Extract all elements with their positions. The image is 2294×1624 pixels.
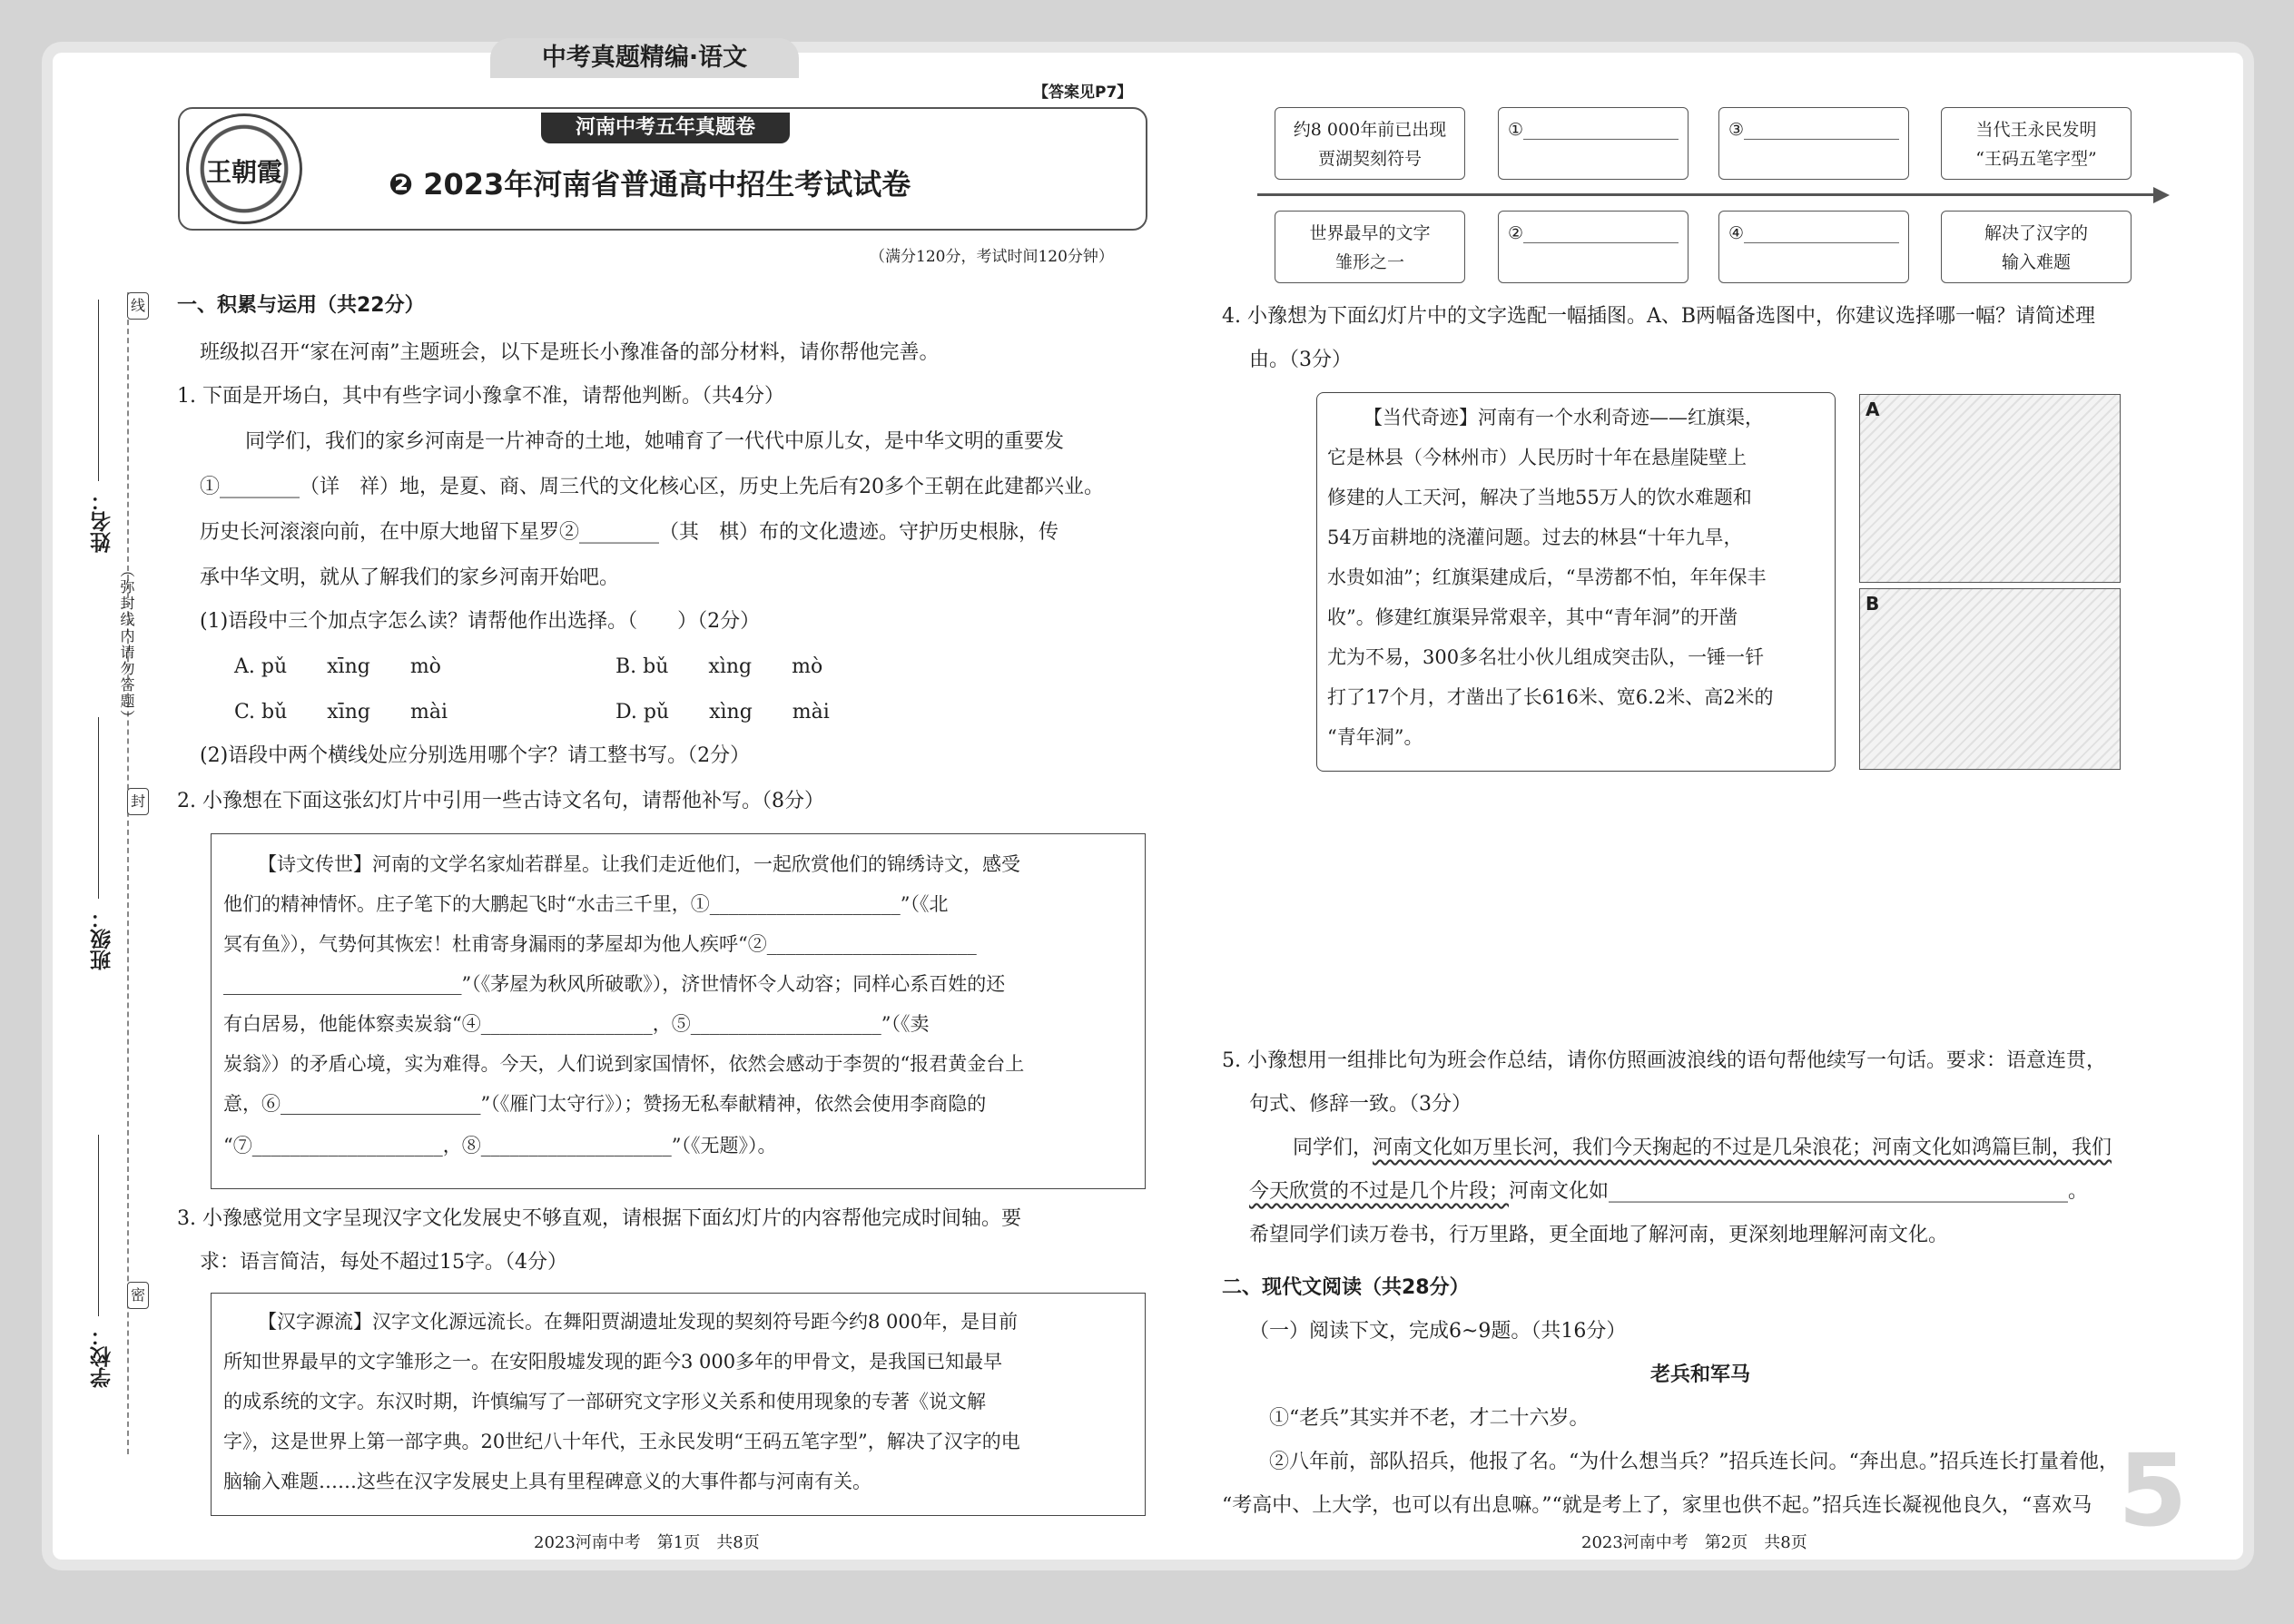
poetry-line[interactable]: _________________________”（《茅屋为秋风所破歌》），济世情怀令人动容；同样心系百姓的还 — [223, 973, 1006, 995]
publisher-logo — [186, 113, 302, 224]
page-footer-right: 2023河南中考 第2页 共8页 — [1581, 1533, 1807, 1552]
poetry-line[interactable]: 冥有鱼》），气势何其恢宏！杜甫寄身漏雨的茅屋却为他人疾呼“②______________________ — [223, 933, 977, 955]
option-d[interactable]: D. pǔ xìng mài — [615, 701, 830, 723]
section-1-heading: 一、积累与运用（共22分） — [177, 294, 425, 317]
poetry-line[interactable]: 意，⑥_____________________”（《雁门太守行》）；赞扬无私奉献精神，依然会使用李商隐的 — [223, 1093, 987, 1115]
canal-line: “青年洞”。 — [1327, 726, 1423, 748]
story-paragraph: ①“老兵”其实并不老，才二十六岁。 — [1269, 1407, 1590, 1430]
seal-mark-mi: 密 — [127, 1282, 149, 1309]
section-2-heading: 二、现代文阅读（共28分） — [1222, 1276, 1470, 1299]
timeline-blank-1[interactable]: ①__________________ — [1498, 107, 1689, 180]
canal-line: 打了17个月，才凿出了长616米、宽6.2米、高2米的 — [1327, 686, 1774, 708]
canal-line: 54万亩耕地的浇灌问题。过去的林县“十年九旱， — [1327, 527, 1743, 548]
exam-series-tag: 河南中考五年真题卷 — [541, 113, 790, 143]
illustration-b[interactable] — [1859, 588, 2121, 770]
q5-stem: 句式、修辞一致。（3分） — [1249, 1093, 1472, 1116]
q3-stem: 3. 小豫感觉用文字呈现汉字文化发展史不够直观，请根据下面幻灯片的内容帮他完成时间轴。要 — [177, 1207, 1021, 1230]
q1-passage-line: 历史长河滚滚向前，在中原大地留下星罗②________（其 棋）布的文化遗迹。守护历史根脉，传 — [200, 521, 1059, 544]
hanzi-line: 【汉字源流】汉字文化源远流长。在舞阳贾湖遗址发现的契刻符号距今约8 000年，是目前 — [258, 1311, 1019, 1333]
full-marks-note: （满分120分，考试时间120分钟） — [870, 248, 1114, 266]
q1-passage-line: ①________（详 祥）地，是夏、商、周三代的文化核心区，历史上先后有20多个王朝在此建都兴业。 — [200, 476, 1104, 498]
canal-line: 收”。修建红旗渠异常艰辛，其中“青年洞”的开凿 — [1327, 606, 1738, 628]
q5-text: 希望同学们读万卷书，行万里路，更全面地了解河南，更深刻地理解河南文化。 — [1249, 1224, 1949, 1246]
hanzi-line: 所知世界最早的文字雏形之一。在安阳殷墟发现的距今3 000多年的甲骨文，是我国已知最早 — [223, 1351, 1003, 1373]
timeline-blank-3[interactable]: ③__________________ — [1718, 107, 1909, 180]
exam-title — [389, 162, 911, 203]
timeline-note-1: 世界最早的文字 雏形之一 — [1275, 211, 1465, 283]
q5-wavy-text: 河南文化如万里长河，我们今天掬起的不过是几朵浪花；河南文化如鸿篇巨制，我们 — [1373, 1137, 2112, 1159]
class-blank[interactable] — [98, 717, 99, 899]
name-blank[interactable] — [98, 300, 99, 481]
timeline-axis — [1257, 193, 2156, 196]
q4-stem: 由。（3分） — [1249, 349, 1352, 371]
seal-warning: （弥封线内请勿答题） — [118, 563, 135, 726]
timeline-blank-4[interactable]: ④__________________ — [1718, 211, 1909, 283]
option-a[interactable]: A. pǔ xīng mò — [234, 655, 441, 678]
illustration-b-label: B — [1866, 593, 1880, 615]
canal-line: 修建的人工天河，解决了当地55万人的饮水难题和 — [1327, 487, 1752, 508]
illustration-a[interactable] — [1859, 394, 2121, 583]
q1-passage-line: 同学们，我们的家乡河南是一片神奇的土地，她哺育了一代代中原儿女，是中华文明的重要发 — [245, 430, 1065, 453]
q3-stem: 求：语言简洁，每处不超过15字。（4分） — [200, 1251, 567, 1274]
seal-mark-feng: 封 — [127, 788, 149, 815]
option-c[interactable]: C. bǔ xīng mài — [234, 701, 448, 723]
section-corner-number: 5 — [2118, 1432, 2188, 1549]
timeline-arrow-icon — [2153, 187, 2170, 203]
timeline-note-4: 解决了汉字的 输入难题 — [1941, 211, 2132, 283]
canal-line: 水贵如油”；红旗渠建成后，“旱涝都不怕，年年保丰 — [1327, 566, 1767, 588]
q2-stem: 2. 小豫想在下面这张幻灯片中引用一些古诗文名句，请帮他补写。（8分） — [177, 790, 824, 812]
option-b[interactable]: B. bǔ xìng mò — [615, 655, 823, 678]
canal-line: 它是林县（今林州市）人民历时十年在悬崖陡壁上 — [1327, 447, 1747, 468]
q1-passage-line: 承中华文明，就从了解我们的家乡河南开始吧。 — [200, 566, 620, 589]
exam-title-text: 2023年河南省普通高中招生考试试卷 — [423, 167, 911, 202]
hanzi-line: 字》，这是世界上第一部字典。20世纪八十年代，王永民发明“王码五笔字型”，解决了汉字的电 — [223, 1431, 1020, 1452]
logo-text: 王朝霞 — [205, 157, 282, 187]
q1-sub1: (1)语段中三个加点字怎么读？请帮他作出选择。（ ）（2分） — [200, 610, 761, 633]
q5-text[interactable] — [1249, 1182, 2088, 1202]
canal-line: 【当代奇迹】河南有一个水利奇迹——红旗渠， — [1364, 407, 1764, 428]
q1-stem: 1. 下面是开场白，其中有些字词小豫拿不准，请帮他判断。（共4分） — [177, 385, 784, 408]
intro-text: 班级拟召开“家在河南”主题班会，以下是班长小豫准备的部分材料，请你帮他完善。 — [200, 341, 940, 364]
story-title: 老兵和军马 — [1650, 1363, 1751, 1386]
poetry-line[interactable]: 他们的精神情怀。庄子笔下的大鹏起飞时“水击三千里，①____________________”（《北 — [223, 893, 949, 915]
timeline-blank-2[interactable]: ②__________________ — [1498, 211, 1689, 283]
reading-intro: （一）阅读下文，完成6~9题。（共16分） — [1249, 1320, 1627, 1343]
q1-sub2: (2)语段中两个横线处应分别选用哪个字？请工整书写。（2分） — [200, 744, 751, 767]
q5-text — [1293, 1138, 2112, 1158]
q4-stem: 4. 小豫想为下面幻灯片中的文字选配一幅插图。A、B两幅备选图中，你建议选择哪一幅？请简述理 — [1222, 305, 2096, 328]
q5-stem: 5. 小豫想用一组排比句为班会作总结，请你仿照画波浪线的语句帮他续写一句话。要求：语意连贯， — [1222, 1049, 2106, 1072]
school-blank[interactable] — [98, 1135, 99, 1316]
q5-answer-blank[interactable]: 河南文化如______________________________________________。 — [1509, 1180, 2089, 1203]
series-header: 中考真题精编·语文 — [490, 38, 799, 78]
story-paragraph: “考高中、上大学，也可以有出息嘛。”“就是考上了，家里也供不起。”招兵连长凝视他良久，“喜欢马 — [1222, 1494, 2092, 1517]
q5-wavy-text: 今天欣赏的不过是几个片段； — [1249, 1180, 1510, 1203]
seal-line — [127, 292, 129, 1454]
hanzi-line: 脑输入难题……这些在汉字发展史上具有里程碑意义的大事件都与河南有关。 — [223, 1471, 871, 1492]
school-label: 学校： — [91, 1325, 114, 1388]
timeline-event-1: 约8 000年前已出现 贾湖契刻符号 — [1275, 107, 1465, 180]
class-label: 班级： — [91, 908, 114, 970]
poetry-line: 【诗文传世】河南的文学名家灿若群星。让我们走近他们，一起欣赏他们的锦绣诗文，感受 — [258, 853, 1020, 875]
answer-reference: 【答案见P7】 — [1033, 84, 1133, 102]
seal-mark-line: 线 — [127, 292, 149, 320]
hanzi-line: 的成系统的文字。东汉时期，许慎编写了一部研究文字形义关系和使用现象的专著《说文解 — [223, 1391, 986, 1412]
illustration-a-label: A — [1866, 399, 1880, 420]
poetry-line[interactable]: “⑦____________________，⑧____________________”（《无题》）。 — [223, 1135, 777, 1156]
story-paragraph: ②八年前，部队招兵，他报了名。“为什么想当兵？”招兵连长问。“奔出息。”招兵连长打量着他， — [1269, 1451, 2119, 1473]
canal-line: 尤为不易，300多名壮小伙儿组成突击队，一锤一钎 — [1327, 646, 1765, 668]
poetry-line: 炭翁》）的矛盾心境，实为难得。今天，人们说到家国情怀，依然会感动于李贺的“报君黄金台上 — [223, 1053, 1025, 1075]
poetry-line[interactable]: 有白居易，他能体察卖炭翁“④__________________，⑤____________________”（《卖 — [223, 1013, 930, 1035]
timeline-event-4: 当代王永民发明 “王码五笔字型” — [1941, 107, 2132, 180]
name-label: 姓名： — [91, 490, 114, 553]
q5-text-a: 同学们， — [1293, 1137, 1373, 1159]
exam-number: ❷ — [389, 167, 414, 202]
page-footer-left: 2023河南中考 第1页 共8页 — [534, 1533, 760, 1552]
